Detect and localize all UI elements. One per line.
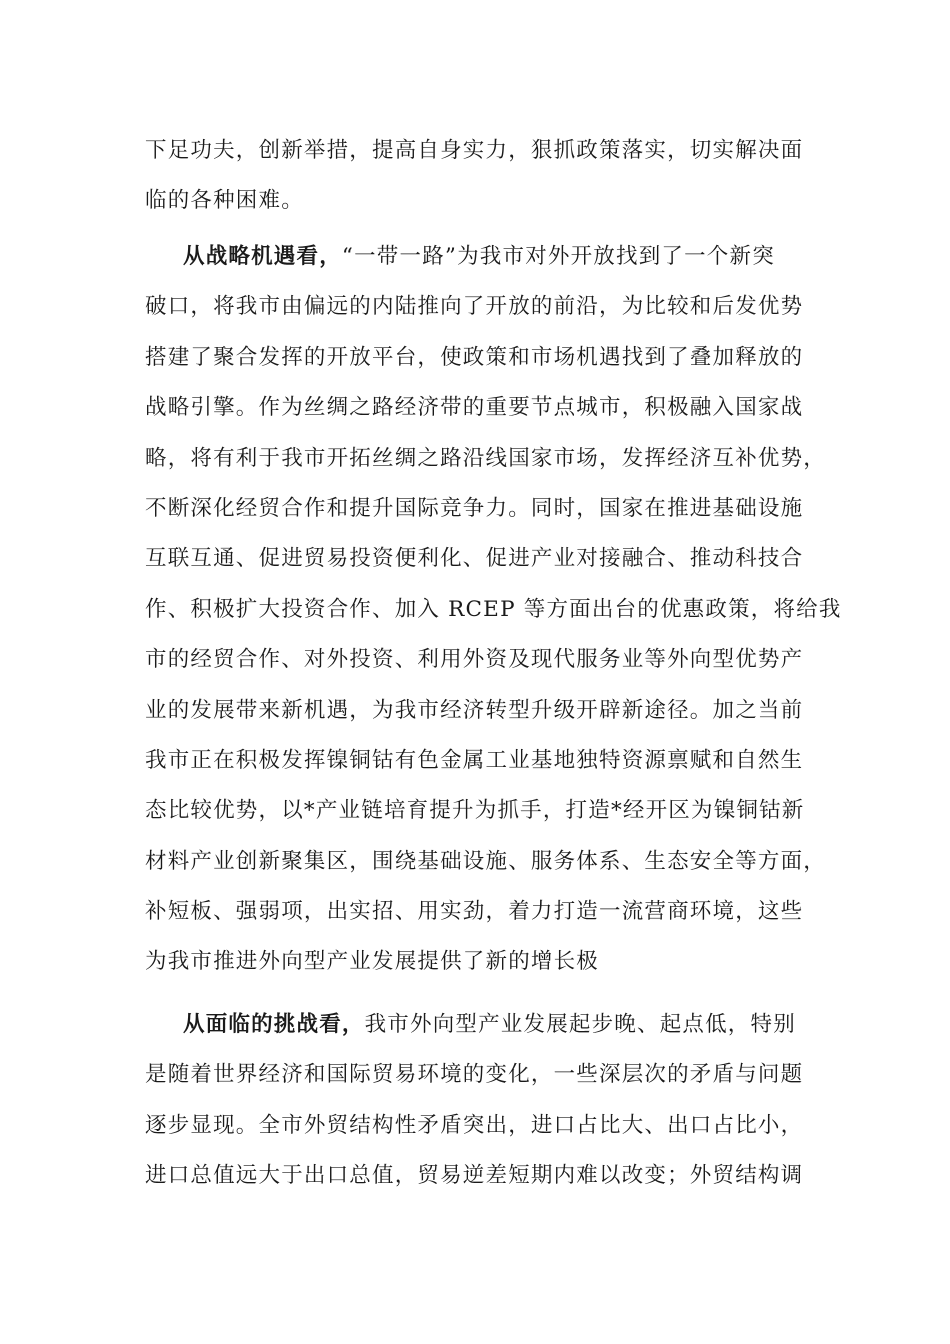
paragraph-first-line [145, 1000, 825, 1050]
text-line: 临的各种困难。 [145, 188, 304, 214]
text-line: 态比较优势，以*产业链培育提升为抓手，打造*经开区为镍铜钴新 [145, 798, 805, 824]
text-line: 业的发展带来新机遇，为我市经济转型升级开辟新途径。加之当前 [145, 697, 804, 723]
paragraph-continuation [145, 126, 825, 227]
text-line: 为我市推进外向型产业发展提供了新的增长极 [145, 949, 600, 975]
text-line: 搭建了聚合发挥的开放平台，使政策和市场机遇找到了叠加释放的 [145, 344, 804, 370]
text-line: 逐步显现。全市外贸结构性矛盾突出，进口占比大、出口占比小， [145, 1112, 804, 1138]
text-line: 不断深化经贸合作和提升国际竞争力。同时，国家在推进基础设施 [145, 495, 804, 521]
text-line: 是随着世界经济和国际贸易环境的变化，一些深层次的矛盾与问题 [145, 1062, 804, 1088]
text-line: 进口总值远大于出口总值，贸易逆差短期内难以改变；外贸结构调 [145, 1163, 804, 1189]
paragraph-first-line-text: 我市外向型产业发展起步晚、起点低，特别 [364, 1012, 796, 1037]
text-line: 互联互通、促进贸易投资便利化、促进产业对接融合、推动科技合 [145, 546, 804, 572]
paragraph-first-line-text: “一带一路”为我市对外开放找到了一个新突 [341, 244, 775, 269]
paragraph-first-line [145, 232, 825, 282]
text-line: 作、积极扩大投资合作、加入 RCEP 等方面出台的优惠政策，将给我 [145, 596, 842, 622]
text-line: 下足功夫，创新举措，提高自身实力，狠抓政策落实，切实解决面 [145, 138, 804, 163]
text-line: 破口，将我市由偏远的内陆推向了开放的前沿，为比较和后发优势 [145, 294, 804, 320]
text-line: 补短板、强弱项，出实招、用实劲，着力打造一流营商环境，这些 [145, 899, 804, 925]
text-line: 市的经贸合作、对外投资、利用外资及现代服务业等外向型优势产 [145, 647, 804, 673]
text-line: 战略引擎。作为丝绸之路经济带的重要节点城市，积极融入国家战 [145, 395, 804, 421]
text-line: 略，将有利于我市开拓丝绸之路沿线国家市场，发挥经济互补优势， [145, 445, 827, 471]
text-line: 我市正在积极发挥镍铜钴有色金属工业基地独特资源禀赋和自然生 [145, 747, 804, 773]
text-line: 材料产业创新聚集区，围绕基础设施、服务体系、生态安全等方面， [145, 848, 827, 874]
paragraph-lead-heading: 从战略机遇看， [183, 244, 342, 269]
paragraph-challenges [145, 1000, 825, 1202]
paragraph-strategic-opportunity [145, 232, 842, 988]
paragraph-lead-heading: 从面临的挑战看， [183, 1012, 365, 1037]
